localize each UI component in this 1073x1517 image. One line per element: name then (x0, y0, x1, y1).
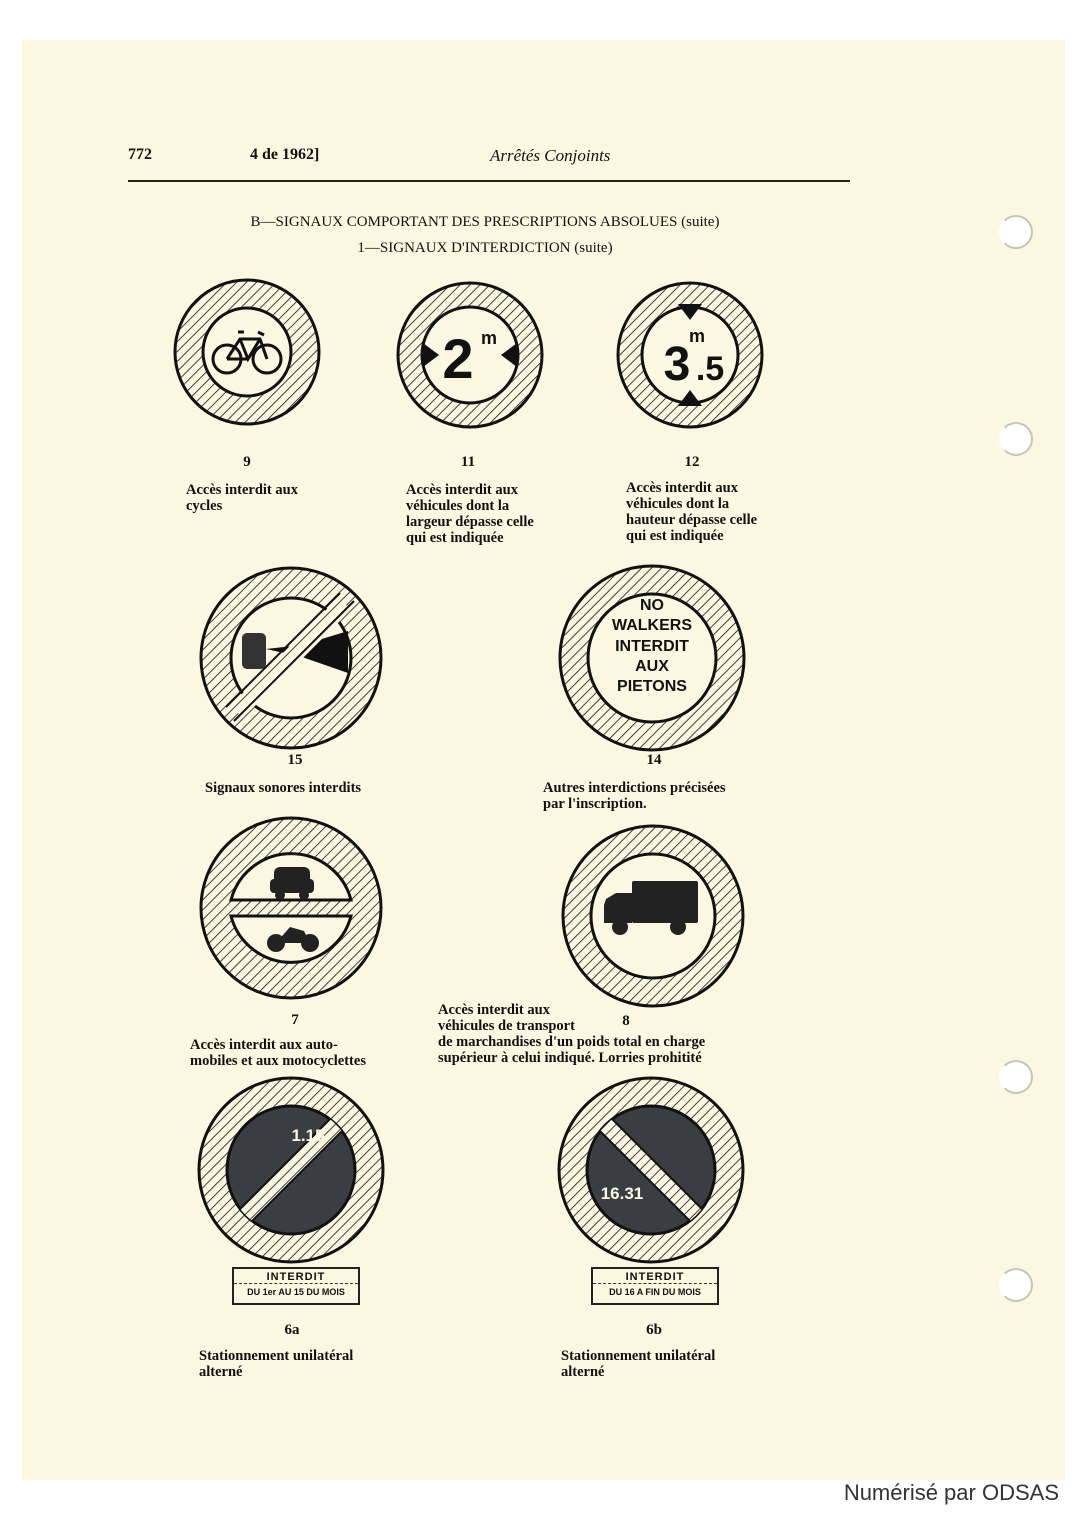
sign-caption: Accès interdit aux auto- mobiles et aux motocyclettes (190, 1037, 366, 1069)
sign-15-no-horn (198, 565, 384, 751)
svg-text:m: m (688, 326, 706, 346)
sign-8-no-lorries (560, 823, 746, 1009)
page-number: 772 (128, 146, 152, 163)
sign-9-no-cycles (172, 277, 322, 427)
sign-14-no-walkers (557, 563, 747, 753)
sign-number: 6b (646, 1322, 662, 1338)
sign-number: 14 (646, 752, 662, 768)
svg-text:1.15: 1.15 (291, 1126, 325, 1145)
sign-number: 15 (287, 752, 303, 768)
sign-6a-plate: INTERDIT DU 1er AU 15 DU MOIS (232, 1267, 360, 1305)
svg-text:AUX: AUX (635, 658, 669, 675)
header-date: 4 de 1962] (250, 146, 320, 163)
sign-caption: Stationnement unilatéral alterné (199, 1348, 354, 1380)
header-rule (128, 180, 850, 182)
sign-caption: Stationnement unilatéral alterné (561, 1348, 716, 1380)
section-title: B—SIGNAUX COMPORTANT DES PRESCRIPTIONS ABSOLUES (suite) (250, 214, 720, 230)
svg-text:INTERDIT: INTERDIT (615, 638, 689, 655)
sign-caption: Accès interdit aux véhicules de transport de marchandises d'un poids total en charge supérieur à celui indiqué. Lorries prohitité (438, 1002, 706, 1066)
sign-number: 11 (460, 454, 476, 470)
binder-hole-icon (999, 215, 1033, 249)
sign-number: 6a (284, 1322, 300, 1338)
sign-number: 7 (291, 1012, 299, 1028)
svg-text:NO: NO (640, 597, 664, 614)
sign-6b-alternate-parking (556, 1075, 746, 1265)
sign-caption: Accès interdit aux cycles (186, 482, 298, 514)
sign-6a-alternate-parking (196, 1075, 386, 1265)
header-title: Arrêtés Conjoints (490, 146, 611, 165)
sign-6b-plate: INTERDIT DU 16 A FIN DU MOIS (591, 1267, 719, 1305)
sign-caption: Accès interdit aux véhicules dont la hauteur dépasse celle qui est indiquée (626, 480, 758, 544)
sign-caption: Signaux sonores interdits (205, 780, 362, 796)
binder-hole-icon (999, 1268, 1033, 1302)
sign-number: 8 (622, 1013, 630, 1029)
svg-text:.5: .5 (695, 350, 725, 388)
svg-text:3: 3 (663, 338, 691, 391)
digitization-credit: Numérisé par ODSAS (843, 1480, 1059, 1505)
section-subtitle: 1—SIGNAUX D'INTERDICTION (suite) (357, 240, 613, 256)
svg-text:16.31: 16.31 (600, 1184, 644, 1203)
sign-caption: Autres interdictions précisées par l'inscription. (543, 780, 726, 812)
sign-12-height-limit (615, 280, 765, 430)
width-value: 2 (442, 327, 474, 390)
sign-7-no-cars-motorcycles (198, 815, 384, 1001)
binder-hole-icon (999, 1060, 1033, 1094)
width-unit: m (480, 328, 498, 348)
binder-hole-icon (999, 422, 1033, 456)
sign-number: 12 (684, 454, 700, 470)
sign-caption: Accès interdit aux véhicules dont la largeur dépasse celle qui est indiquée (406, 482, 534, 546)
svg-text:PIETONS: PIETONS (617, 678, 687, 695)
sign-number: 9 (243, 454, 251, 470)
svg-text:WALKERS: WALKERS (612, 617, 692, 634)
sign-11-width-limit (395, 280, 545, 430)
